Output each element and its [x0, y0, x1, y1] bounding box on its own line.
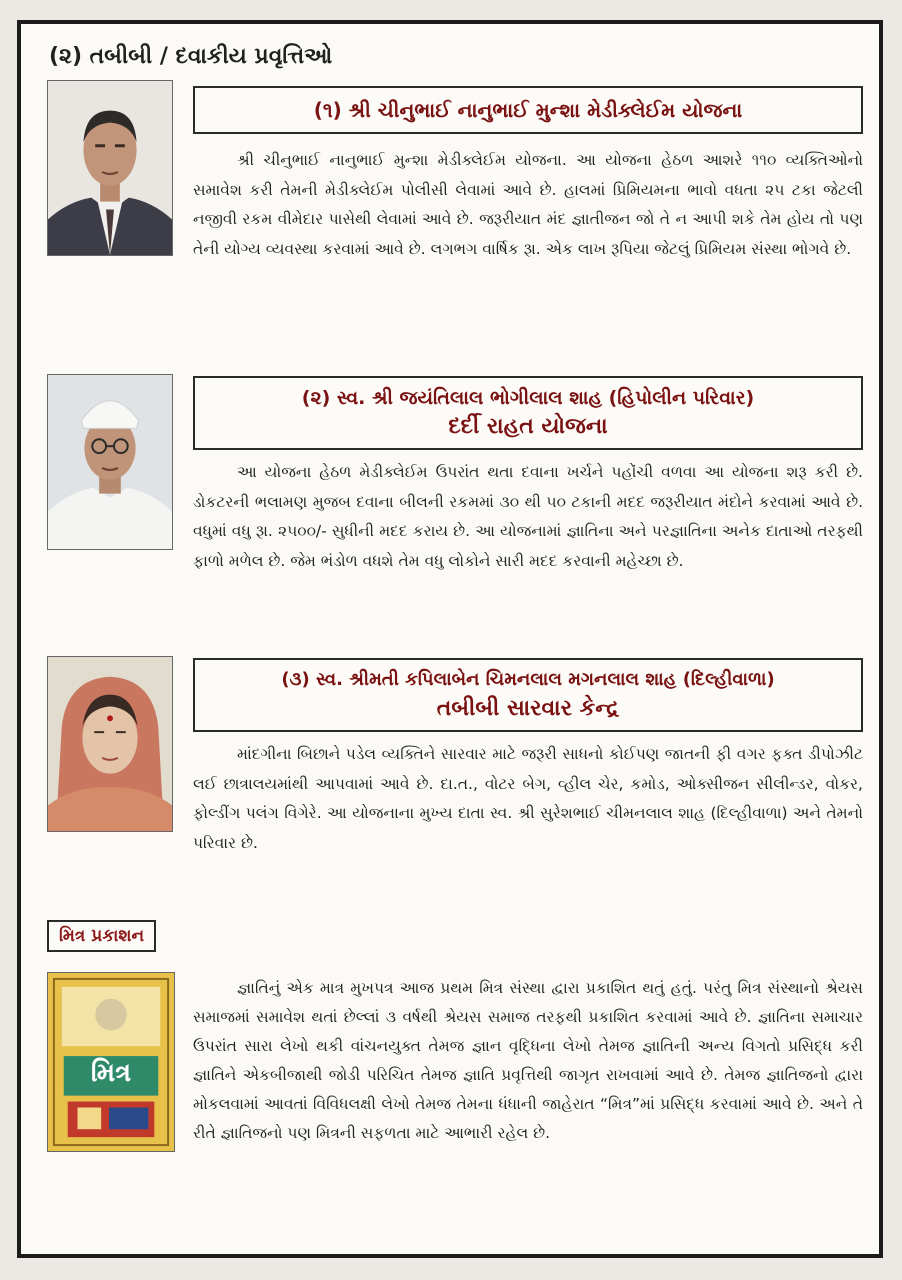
scheme2-heading-box [193, 376, 863, 450]
mitra-label: મિત્ર પ્રકાશન [47, 920, 156, 952]
document-page [17, 20, 883, 1258]
section-title: (૨) તબીબી / દવાકીય પ્રવૃત્તિઓ [49, 44, 333, 69]
scheme2-paragraph [193, 458, 863, 576]
mitra-body: જ્ઞાતિનું એક માત્ર મુખપત્ર આજ પ્રથમ મિત્ર સંસ્થા દ્વારા પ્રકાશિત થતું હતું. પરંતુ મિત્ર સંસ્થાનો શ્રેયસ સમાજમાં સમાવેશ થતાં છેલ્લાં ૩ વર્ષથી શ્રેયસ સમાજ તરફથી પ્રકાશિત કરવામાં આવે છે. જ્ઞાતિના સમાચાર ઉપરાંત સારા લેખો થકી વાંચનયુક્ત તેમજ જ્ઞાન વૃદ્ધિના લેખો તેમજ જ્ઞાતિની અન્ય વિગતો પ્રસિદ્ધ કરી જ્ઞાતિને એકબીજાથી જોડી પરિચિત તેમજ જ્ઞાતિ પ્રવૃત્તિથી જાગૃત રાખવામાં આવે છે. તેમજ જ્ઞાતિજનો દ્વારા મોકલવામાં આવતાં વિવિધલક્ષી લેખો તેમજ તેમના ધંધાની જાહેરાત “મિત્ર”માં પ્રસિદ્ધ કરવામાં આવે છે. અને તે રીતે જ્ઞાતિજનો પણ મિત્રની સફળતા માટે આભારી રહેલ છે. [193, 979, 863, 1142]
portrait-photo-2 [47, 374, 173, 550]
magazine-title: મિત્ર [90, 1058, 132, 1088]
scheme1-paragraph [193, 146, 863, 264]
scheme3-heading-box [193, 658, 863, 732]
scheme1-heading: (૧) શ્રી ચીનુભાઈ નાનુભાઈ મુન્શા મેડીક્લેઈમ યોજના [313, 98, 743, 122]
scheme3-body: માંદગીના બિછાને પડેલ વ્યક્તિને સારવાર માટે જરૂરી સાધનો કોઈપણ જાતની ફી વગર ફક્ત ડીપોઝીટ લઈ છાત્રાલયમાંથી આપવામાં આવે છે. દા.ત., વોટર બેગ, વ્હીલ ચેર, કમોડ, ઓક્સીજન સીલીન્ડર, વોકર, ફોલ્ડીંગ પલંગ વિગેરે. આ યોજનાના મુખ્ય દાતા સ્વ. શ્રી સુરેશભાઈ ચીમનલાલ શાહ (દિલ્હીવાળા) અને તેમનો પરિવાર છે. [193, 745, 863, 852]
mitra-paragraph [193, 974, 863, 1148]
portrait-photo-1 [47, 80, 173, 256]
scheme3-heading-line2: તબીબી સારવાર કેન્દ્ર [436, 696, 620, 721]
portrait-photo-3 [47, 656, 173, 832]
scheme2-heading-line2: દર્દી રાહત યોજના [448, 414, 608, 439]
scheme2-heading-line1: (૨) સ્વ. શ્રી જયંતિલાલ ભોગીલાલ શાહ (હિપોલીન પરિવાર) [301, 387, 755, 409]
scheme2-body: આ યોજના હેઠળ મેડીક્લેઈમ ઉપરાંત થતા દવાના ખર્ચને પહોંચી વળવા આ યોજના શરૂ કરી છે. ડોકટરની ભલામણ મુજબ દવાના બીલની રકમમાં ૩૦ થી ૫૦ ટકાની મદદ જરૂરીયાત મંદોને કરવામાં આવે છે. વધુમાં વધુ રૂા. ૨૫૦૦/- સુધીની મદદ કરાય છે. આ યોજનામાં જ્ઞાતિના અને પરજ્ઞાતિના અનેક દાતાઓ તરફથી ફાળો મળેલ છે. જેમ ભંડોળ વધશે તેમ વધુ લોકોને સારી મદદ કરવાની મહેચ્છા છે. [193, 463, 863, 570]
scheme3-heading-line1: (૩) સ્વ. શ્રીમતી કપિલાબેન ચિમનલાલ મગનલાલ શાહ (દિલ્હીવાળા) [281, 669, 775, 690]
scheme1-body: શ્રી ચીનુભાઈ નાનુભાઈ મુન્શા મેડીક્લેઈમ યોજના. આ યોજના હેઠળ આશરે ૧૧૦ વ્યક્તિઓનો સમાવેશ કરી તેમની મેડીક્લેઈમ પોલીસી લેવામાં આવે છે. હાલમાં પ્રિમિયમના ભાવો વધતા ૨૫ ટકા જેટલી નજીવી રકમ વીમેદાર પાસેથી લેવામાં આવે છે. જરૂરીયાત મંદ જ્ઞાતીજન જો તે ન આપી શકે તેમ હોય તો પણ તેની યોગ્ય વ્યવસ્થા કરવામાં આવે છે. લગભગ વાર્ષિક રૂા. એક લાખ રૂપિયા જેટલું પ્રિમિયમ સંસ્થા ભોગવે છે. [193, 151, 863, 258]
scheme1-heading-box [193, 86, 863, 134]
scheme3-paragraph [193, 740, 863, 858]
